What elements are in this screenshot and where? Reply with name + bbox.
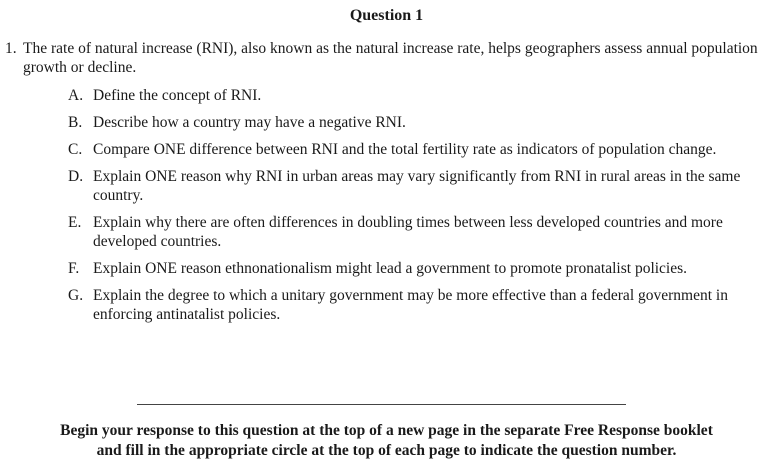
question-prompt xyxy=(5,39,771,77)
response-instructions xyxy=(0,421,773,461)
part-letter: F. xyxy=(68,260,80,277)
instructions-line-1: Begin your response to this question at the top of a new page in the separate Free Response booklet xyxy=(60,422,713,439)
question-part-g xyxy=(68,286,771,324)
section-divider xyxy=(137,404,626,405)
part-letter: E. xyxy=(68,214,82,231)
question-part-b xyxy=(68,113,771,132)
part-text: Explain ONE reason ethnonationalism might lead a government to promote pronatalist policies. xyxy=(93,260,688,277)
part-text: Explain ONE reason why RNI in urban areas may vary significantly from RNI in rural areas in the same country. xyxy=(93,168,741,204)
question-part-f xyxy=(68,259,771,278)
question-number: 1. xyxy=(5,40,17,57)
part-text: Explain the degree to which a unitary government may be more effective than a federal government in enforcing antinatalist policies. xyxy=(93,287,728,323)
question-prompt-text: The rate of natural increase (RNI), also known as the natural increase rate, helps geographers assess annual population growth or decline. xyxy=(23,40,758,76)
question-parts-list xyxy=(5,86,771,324)
part-letter: A. xyxy=(68,87,84,104)
part-text: Describe how a country may have a negative RNI. xyxy=(93,114,406,131)
part-letter: C. xyxy=(68,141,83,158)
part-text: Define the concept of RNI. xyxy=(93,87,262,104)
part-letter: D. xyxy=(68,168,84,185)
question-block xyxy=(5,39,771,332)
part-letter: G. xyxy=(68,287,84,304)
page-title: Question 1 xyxy=(349,7,424,24)
part-text: Explain why there are often differences in doubling times between less developed countries and more developed countries. xyxy=(93,214,723,250)
question-part-c xyxy=(68,140,771,159)
question-part-a xyxy=(68,86,771,105)
part-letter: B. xyxy=(68,114,83,131)
question-part-d xyxy=(68,167,771,205)
instructions-line-2: and fill in the appropriate circle at the top of each page to indicate the question number. xyxy=(96,442,677,459)
part-text: Compare ONE difference between RNI and the total fertility rate as indicators of population change. xyxy=(93,141,717,158)
question-part-e xyxy=(68,213,771,251)
